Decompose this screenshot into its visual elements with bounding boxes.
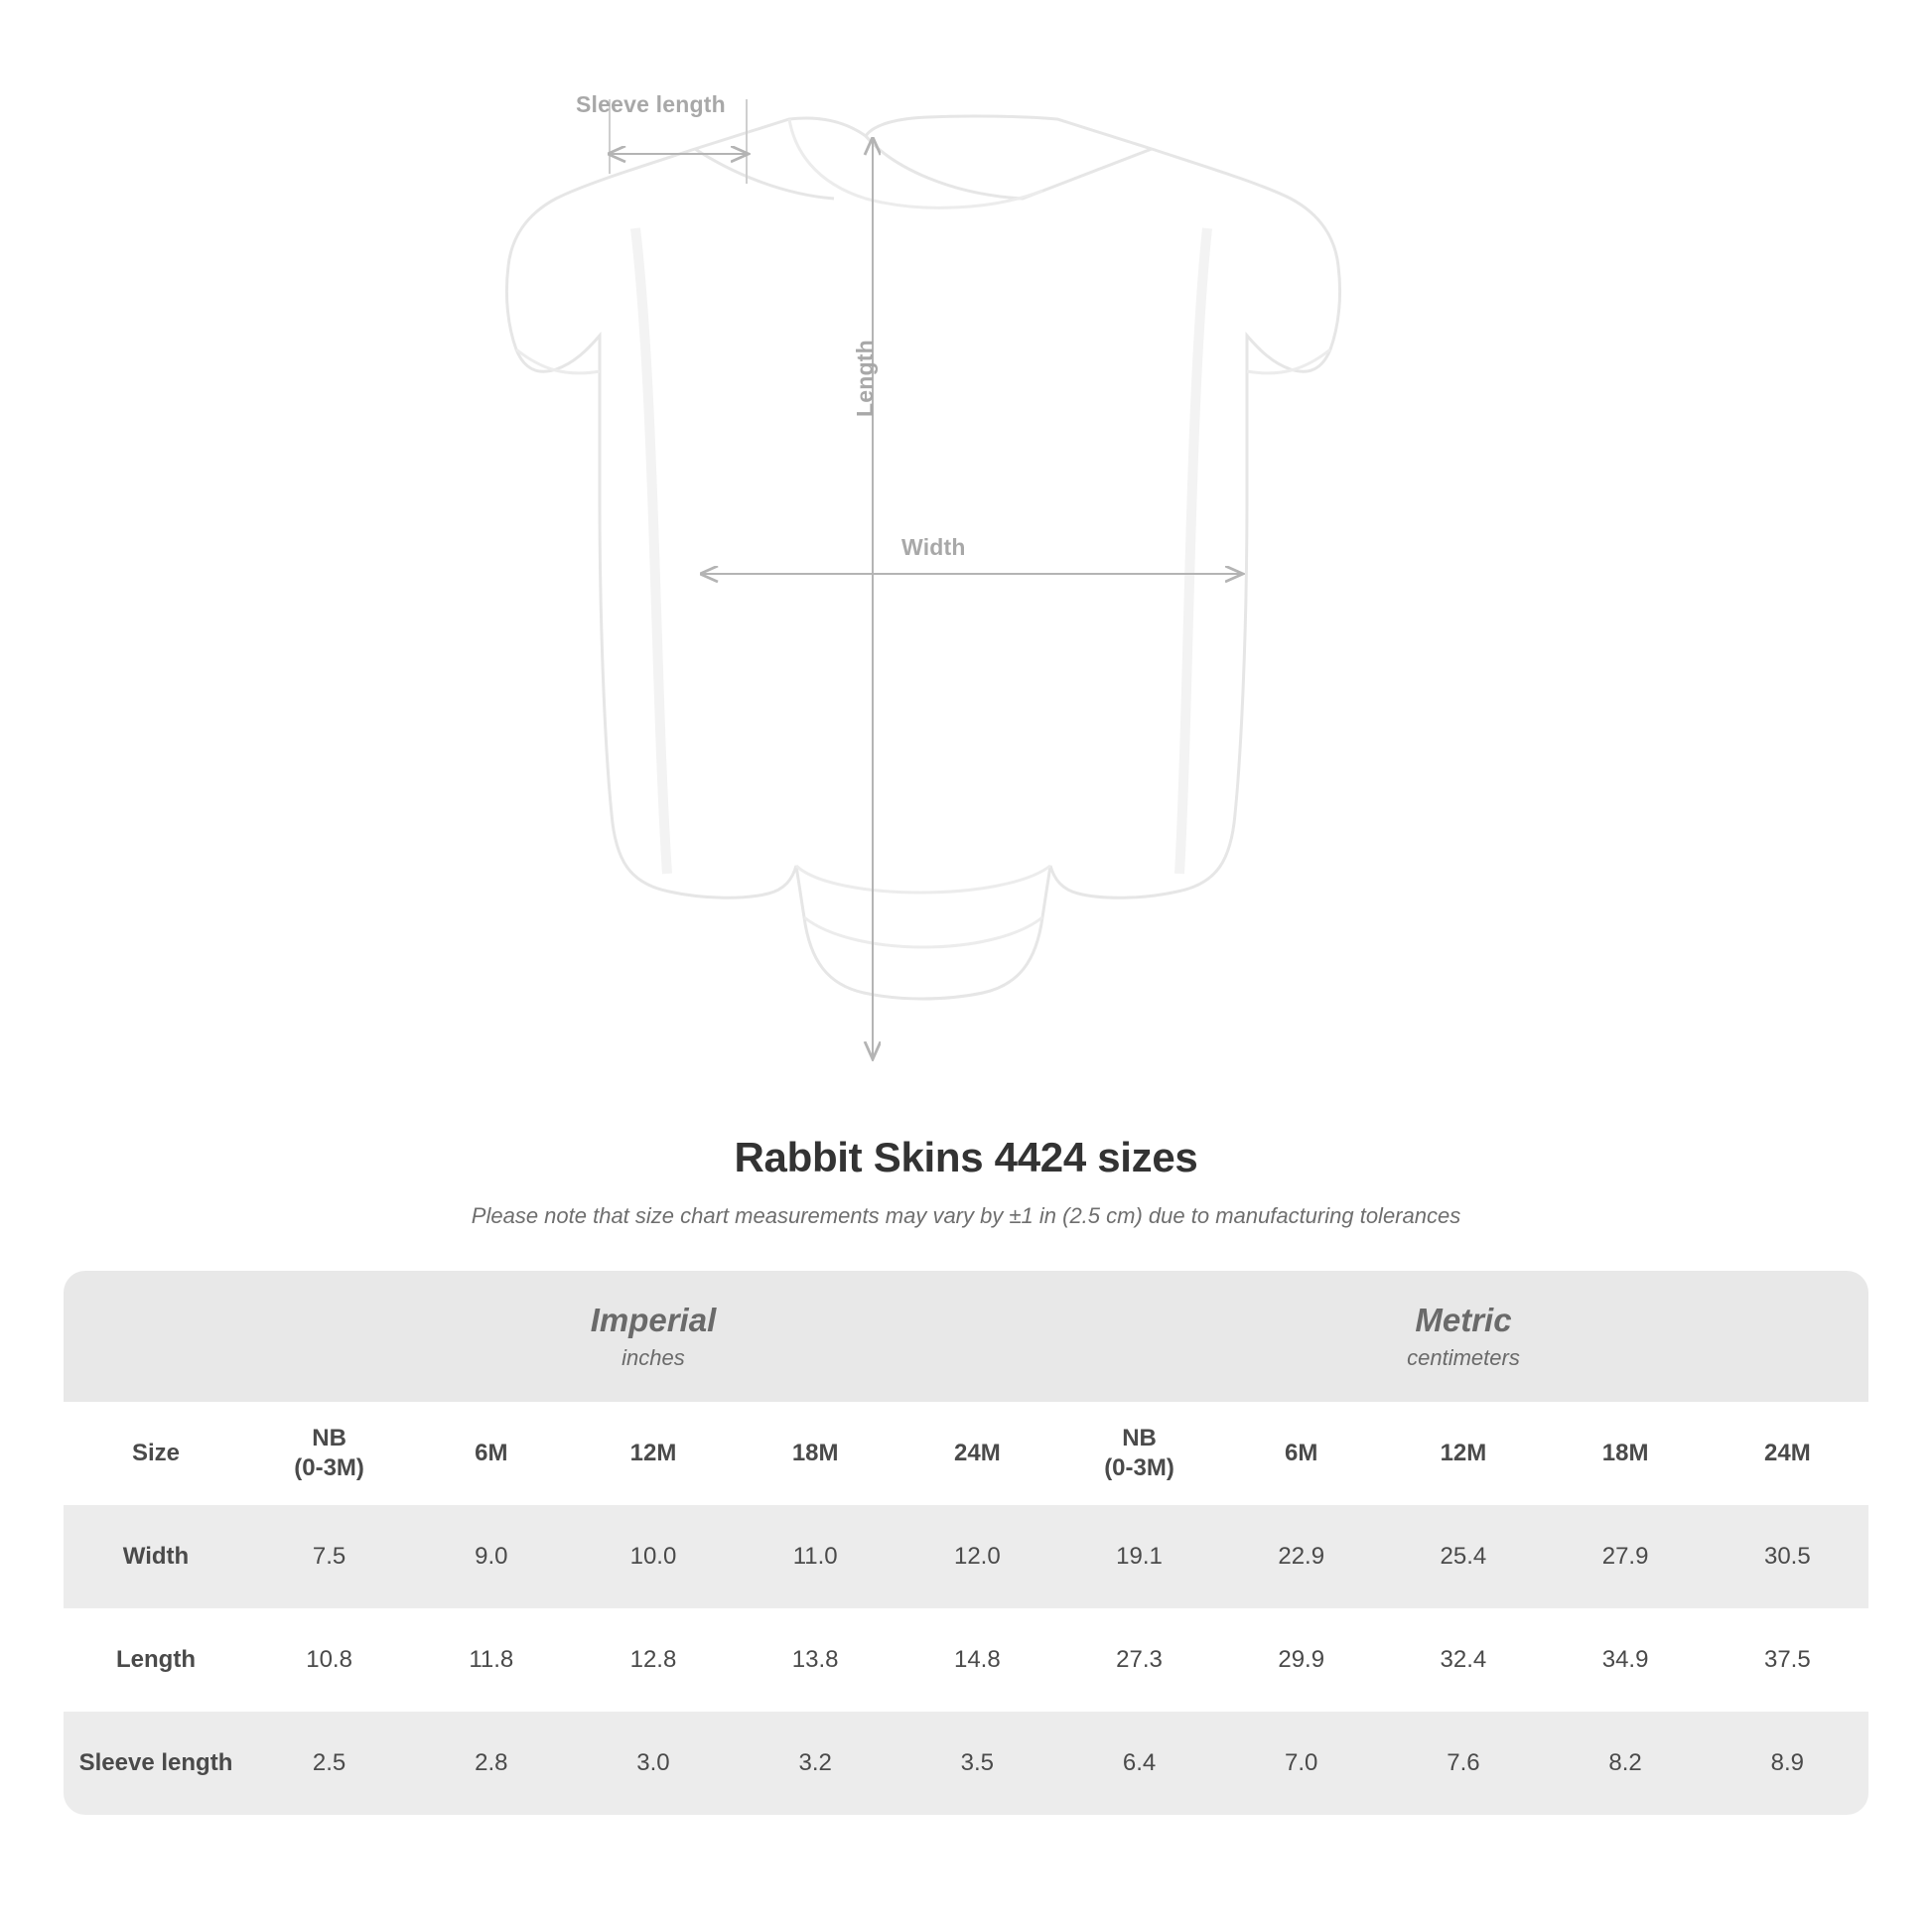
cell-length-18m-in: 13.8 <box>735 1608 897 1712</box>
cell-length-6m-in: 11.8 <box>410 1608 572 1712</box>
cell-sleeve-24m-in: 3.5 <box>897 1712 1058 1815</box>
nb-main-metric: NB <box>1122 1425 1157 1451</box>
cell-width-18m-cm: 27.9 <box>1545 1505 1707 1608</box>
column-header-6m-metric: 6M <box>1220 1402 1382 1505</box>
cell-width-24m-in: 12.0 <box>897 1505 1058 1608</box>
cell-sleeve-nb-cm: 6.4 <box>1058 1712 1220 1815</box>
unit-name-imperial: Imperial <box>590 1302 717 1339</box>
cell-length-12m-cm: 32.4 <box>1382 1608 1544 1712</box>
unit-header-row <box>64 1271 1868 1402</box>
cell-sleeve-nb-in: 2.5 <box>248 1712 410 1815</box>
size-table <box>64 1271 1868 1815</box>
cell-width-6m-in: 9.0 <box>410 1505 572 1608</box>
unit-sub-imperial: inches <box>621 1344 685 1370</box>
length-label: Length <box>852 340 878 417</box>
cell-length-nb-cm: 27.3 <box>1058 1608 1220 1712</box>
table-corner-cell <box>64 1271 248 1402</box>
nb-sub-metric: (0-3M) <box>1104 1454 1174 1481</box>
cell-width-nb-cm: 19.1 <box>1058 1505 1220 1608</box>
cell-length-nb-in: 10.8 <box>248 1608 410 1712</box>
sleeve-length-label: Sleeve length <box>576 91 726 117</box>
table-row <box>64 1505 1868 1608</box>
unit-header-metric <box>1058 1271 1868 1402</box>
column-header-nb-imperial <box>248 1402 410 1505</box>
title-block <box>0 1134 1932 1229</box>
cell-length-24m-in: 14.8 <box>897 1608 1058 1712</box>
cell-sleeve-24m-cm: 8.9 <box>1707 1712 1868 1815</box>
cell-length-18m-cm: 34.9 <box>1545 1608 1707 1712</box>
cell-sleeve-18m-in: 3.2 <box>735 1712 897 1815</box>
cell-sleeve-12m-cm: 7.6 <box>1382 1712 1544 1815</box>
cell-width-nb-in: 7.5 <box>248 1505 410 1608</box>
size-table-container <box>64 1271 1868 1815</box>
column-header-12m-imperial: 12M <box>572 1402 734 1505</box>
width-label: Width <box>901 534 966 560</box>
unit-header-imperial <box>248 1271 1058 1402</box>
cell-width-24m-cm: 30.5 <box>1707 1505 1868 1608</box>
tolerance-note: Please note that size chart measurements may vary by ±1 in (2.5 cm) due to manufacturing tolerances <box>471 1203 1461 1228</box>
cell-sleeve-12m-in: 3.0 <box>572 1712 734 1815</box>
unit-sub-metric: centimeters <box>1407 1344 1520 1370</box>
column-header-nb-metric <box>1058 1402 1220 1505</box>
cell-sleeve-6m-cm: 7.0 <box>1220 1712 1382 1815</box>
nb-sub-imperial: (0-3M) <box>294 1454 364 1481</box>
cell-width-6m-cm: 22.9 <box>1220 1505 1382 1608</box>
row-label-sleeve-length: Sleeve length <box>64 1712 248 1815</box>
size-header-row <box>64 1402 1868 1505</box>
column-header-24m-metric: 24M <box>1707 1402 1868 1505</box>
cell-width-12m-cm: 25.4 <box>1382 1505 1544 1608</box>
page-title: Rabbit Skins 4424 sizes <box>734 1134 1198 1180</box>
cell-length-12m-in: 12.8 <box>572 1608 734 1712</box>
cell-width-18m-in: 11.0 <box>735 1505 897 1608</box>
column-header-18m-metric: 18M <box>1545 1402 1707 1505</box>
cell-length-6m-cm: 29.9 <box>1220 1608 1382 1712</box>
cell-sleeve-6m-in: 2.8 <box>410 1712 572 1815</box>
column-header-18m-imperial: 18M <box>735 1402 897 1505</box>
cell-width-12m-in: 10.0 <box>572 1505 734 1608</box>
size-header-label: Size <box>64 1402 248 1505</box>
row-label-width: Width <box>64 1505 248 1608</box>
column-header-12m-metric: 12M <box>1382 1402 1544 1505</box>
unit-name-metric: Metric <box>1415 1302 1512 1339</box>
column-header-24m-imperial: 24M <box>897 1402 1058 1505</box>
table-row <box>64 1712 1868 1815</box>
cell-sleeve-18m-cm: 8.2 <box>1545 1712 1707 1815</box>
table-row <box>64 1608 1868 1712</box>
cell-length-24m-cm: 37.5 <box>1707 1608 1868 1712</box>
nb-main-imperial: NB <box>312 1425 346 1451</box>
column-header-6m-imperial: 6M <box>410 1402 572 1505</box>
row-label-length: Length <box>64 1608 248 1712</box>
